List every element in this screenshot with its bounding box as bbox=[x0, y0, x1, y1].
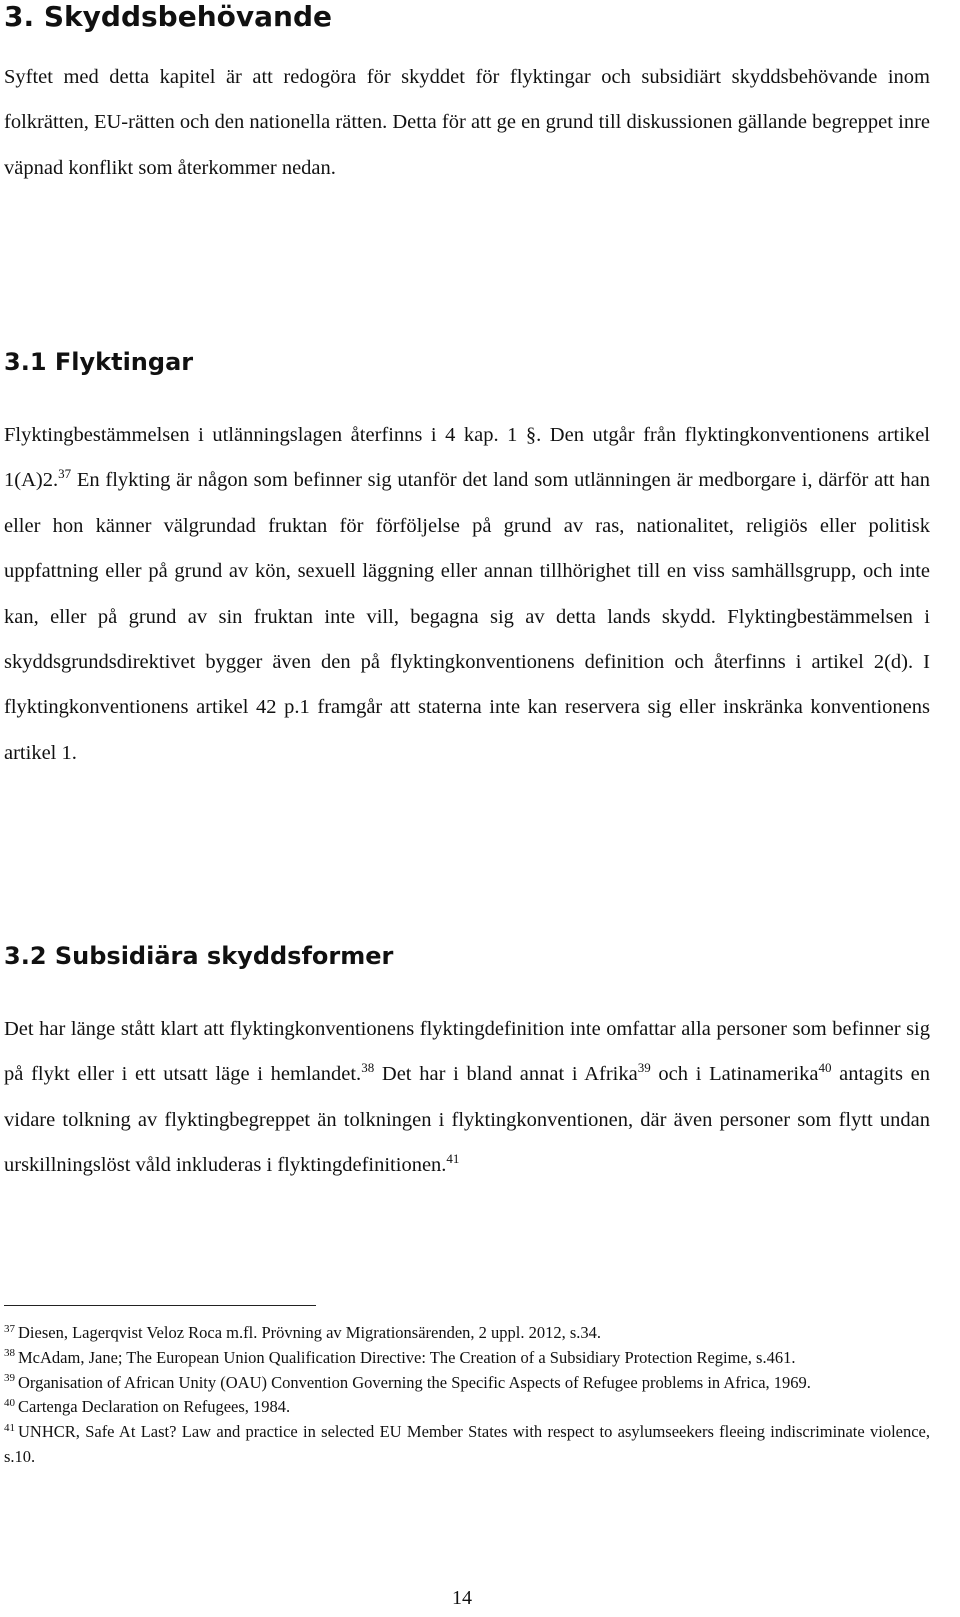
flyktingar-paragraph bbox=[4, 413, 930, 776]
footnote-text: McAdam, Jane; The European Union Qualification Directive: The Creation of a Subsidiary Protection Regime, s.461. bbox=[18, 1347, 796, 1367]
footnote-number: 37 bbox=[4, 1322, 15, 1335]
footnote-ref: 37 bbox=[58, 466, 72, 482]
paragraph-text: En flykting är någon som befinner sig utanför det land som utlänningen är medborgare i, därför att han eller hon känner välgrundad fruktan för förföljelse på grund av ras, nationalitet, religiös eller politisk uppfattning eller på grund av kön, sexuell läggning eller annan tillhörighet till en viss samhällsgrupp, och inte kan, eller på grund av sin fruktan inte vill, begagna sig av detta lands skydd. Flyktingbestämmelsen i skyddsgrundsdirektivet bygger även den på flyktingkonventionens definition och återfinns i artikel 2(d). I flyktingkonventionens artikel 42 p.1 framgår att staterna inte kan reservera sig eller inskränka konventionens artikel 1. bbox=[4, 469, 930, 764]
footnote bbox=[4, 1420, 930, 1470]
footnote-text: Diesen, Lagerqvist Veloz Roca m.fl. Prövning av Migrationsärenden, 2 uppl. 2012, s.34. bbox=[18, 1323, 602, 1342]
footnote bbox=[4, 1371, 930, 1396]
paragraph-text: antagits en vidare tolkning av flyktingbegreppet än tolkningen i flyktingkonventionen, där även personer som flytt undan urskillningslöst våld inkluderas i flyktingdefinitionen. bbox=[4, 1063, 930, 1177]
subsidiara-paragraph bbox=[4, 1007, 930, 1189]
footnote-ref: 40 bbox=[818, 1060, 832, 1076]
footnote-ref: 39 bbox=[637, 1060, 651, 1076]
footnote-number: 39 bbox=[4, 1372, 15, 1385]
footnote bbox=[4, 1346, 930, 1371]
section-heading-flyktingar: 3.1 Flyktingar bbox=[4, 348, 194, 376]
paragraph-text: Det har i bland annat i Afrika bbox=[374, 1063, 638, 1086]
paragraph-text: Flyktingbestämmelsen i utlänningslagen återfinns i 4 kap. 1 §. Den utgår från flyktingkonventionens artikel 1(A)2. bbox=[4, 424, 930, 492]
footnote bbox=[4, 1321, 930, 1346]
page-number: 14 bbox=[452, 1587, 472, 1609]
chapter-heading: 3. Skyddsbehövande bbox=[4, 0, 332, 33]
footnote bbox=[4, 1395, 930, 1420]
intro-paragraph: Syftet med detta kapitel är att redogöra för skyddet för flyktingar och subsidiärt skyddsbehövande inom folkrätten, EU-rätten och den nationella rätten. Detta för att ge en grund till diskussionen gällande begreppet inre väpnad konflikt som återkommer nedan. bbox=[4, 66, 930, 179]
footnote-text: UNHCR, Safe At Last? Law and practice in selected EU Member States with respect to asylumseekers fleeing indiscriminate violence, s.10. bbox=[4, 1422, 930, 1466]
footnote-text: Cartenga Declaration on Refugees, 1984. bbox=[18, 1397, 291, 1417]
footnote-text: Organisation of African Unity (OAU) Convention Governing the Specific Aspects of Refugee problems in Africa, 1969. bbox=[18, 1372, 811, 1392]
footnote-number: 38 bbox=[4, 1347, 15, 1360]
paragraph-text: och i Latinamerika bbox=[650, 1063, 819, 1086]
footnote-number: 41 bbox=[4, 1421, 15, 1434]
paragraph-text: Det har länge stått klart att flyktingkonventionens flyktingdefinition inte omfattar alla personer som befinner sig på flykt eller i ett utsatt läge i hemlandet. bbox=[4, 1018, 930, 1086]
footnote-ref: 41 bbox=[446, 1151, 460, 1167]
footnote-separator bbox=[4, 1305, 316, 1306]
footnote-ref: 38 bbox=[361, 1060, 375, 1076]
section-heading-subsidiara: 3.2 Subsidiära skyddsformer bbox=[4, 942, 394, 970]
footnotes bbox=[4, 1321, 930, 1470]
footnote-number: 40 bbox=[4, 1396, 15, 1409]
